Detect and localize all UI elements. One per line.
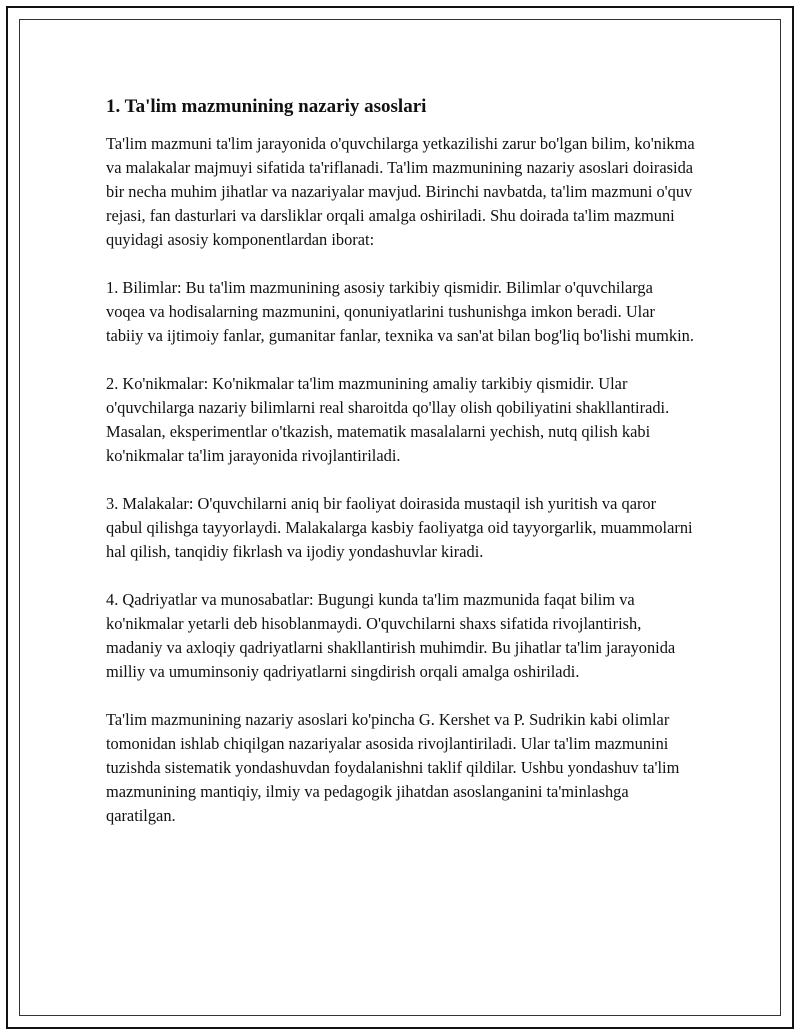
- paragraph-qadriyatlar: 4. Qadriyatlar va munosabatlar: Bugungi kunda ta'lim mazmunida faqat bilim va ko'nikmalar yetarli deb hisoblanmaydi. O'quvchilarni shaxs sifatida rivojlantirish, madaniy va axloqiy qadriyatlarni shakllantirish muhimdir. Bu jihatlar ta'lim jarayonida milliy va umuminsoniy qadriyatlarni singdirish orqali amalga oshiriladi.: [106, 590, 676, 681]
- section-heading: 1. Ta'lim mazmunining nazariy asoslari: [106, 96, 427, 117]
- paragraph-malakalar: 3. Malakalar: O'quvchilarni aniq bir faoliyat doirasida mustaqil ish yuritish va qaror qabul qilishga tayyorlaydi. Malakalarga kasbiy faoliyatga oid tayyorgarlik, muammolarni hal qilish, tanqidiy fikrlash va ijodiy yondashuvlar kiradi.: [106, 494, 693, 561]
- paragraph-intro: Ta'lim mazmuni ta'lim jarayonida o'quvchilarga yetkazilishi zarur bo'lgan bilim, ko'nikma va malakalar majmuyi sifatida ta'riflanadi. Ta'lim mazmunining nazariy asoslari doirasida bir necha muhim jihatlar va nazariyalar mavjud. Birinchi navbatda, ta'lim mazmuni o'quv rejasi, fan dasturlari va darsliklar orqali amalga oshiriladi. Shu doirada ta'lim mazmuni quyidagi asosiy komponentlardan iborat:: [106, 134, 695, 249]
- paragraph-konikmalar: 2. Ko'nikmalar: Ko'nikmalar ta'lim mazmunining amaliy tarkibiy qismidir. Ular o'quvchilarga nazariy bilimlarni real sharoitda qo'llay olish qobiliyatini shakllantiradi. Masalan, eksperimentlar o'tkazish, matematik masalalarni yechish, nutq qilish kabi ko'nikmalar ta'lim jarayonida rivojlantiriladi.: [106, 374, 670, 465]
- paragraph-bilimlar: 1. Bilimlar: Bu ta'lim mazmunining asosiy tarkibiy qismidir. Bilimlar o'quvchilarga voqea va hodisalarning mazmunini, qonuniyatlarini tushunishga imkon beradi. Ular tabiiy va ijtimoiy fanlar, gumanitar fanlar, texnika va san'at bilan bog'liq bo'lishi mumkin.: [106, 278, 694, 345]
- document-body: [106, 94, 696, 852]
- paragraph-conclusion: Ta'lim mazmunining nazariy asoslari ko'pincha G. Kershet va P. Sudrikin kabi olimlar tomonidan ishlab chiqilgan nazariyalar asosida rivojlantiriladi. Ular ta'lim mazmunini tuzishda sistematik yondashuvdan foydalanishni taklif qildilar. Ushbu yondashuv ta'lim mazmunining mantiqiy, ilmiy va pedagogik jihatdan asoslanganini ta'minlashga qaratilgan.: [106, 710, 680, 825]
